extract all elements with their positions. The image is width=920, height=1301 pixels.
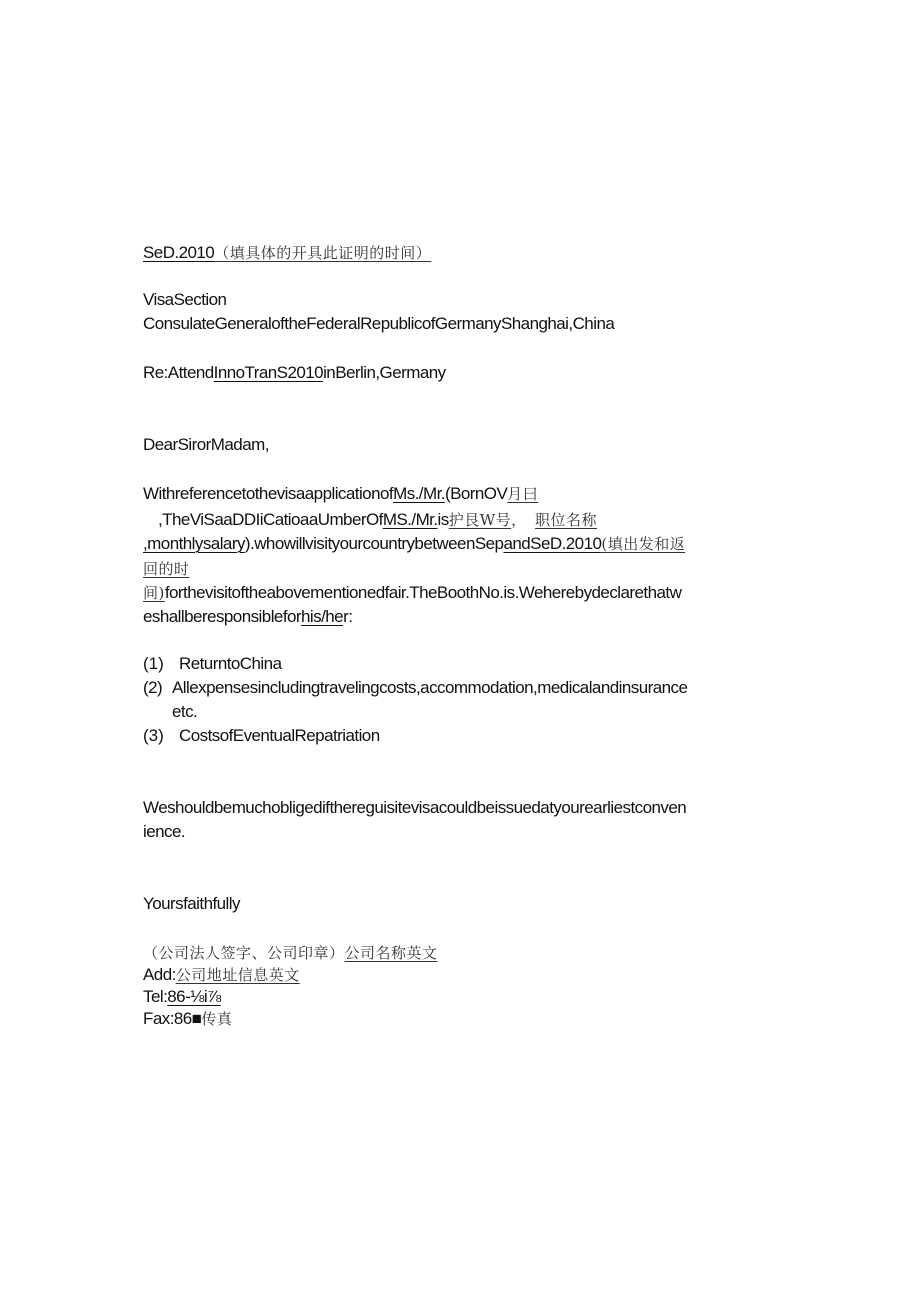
- body-text: ,TheViSaaDDIiCatioaaUmberOf: [158, 510, 383, 529]
- travel-dates: andSeD.2010: [503, 534, 602, 553]
- body-text: is: [437, 510, 449, 529]
- body-text: forthevisitoftheabovementionedfair.TheBoothNo.is.Weherebydeclarethatw: [164, 583, 682, 602]
- address-label: Add:: [143, 965, 176, 984]
- fax-line: [143, 1008, 232, 1030]
- address-value: 公司地址信息英文: [175, 966, 300, 984]
- fax-label: Fax:: [143, 1009, 174, 1028]
- signature-line: [143, 942, 438, 964]
- list-text: Allexpensesincludingtravelingcosts,accommodation,medicalandinsurance: [172, 678, 688, 697]
- fax-note: 传真: [201, 1010, 233, 1028]
- closing-paragraph-line-2: ience.: [143, 822, 186, 841]
- body-line-5: [143, 582, 681, 604]
- monthly-salary-note: ,monthlysalary: [143, 534, 245, 553]
- body-text: ).whowillvisityourcountrybetweenSep: [244, 534, 504, 553]
- body-text: Withreferencetothevisaapplicationof: [143, 484, 394, 503]
- fax-value: 86■: [173, 1009, 202, 1028]
- list-number: (1): [143, 654, 164, 673]
- address-line: [143, 964, 300, 986]
- list-number: (3): [143, 726, 164, 745]
- subject-line: [143, 362, 446, 384]
- list-text: CostsofEventualRepatriation: [179, 726, 380, 745]
- passport-number-note: 护艮W号: [448, 511, 512, 529]
- subject-suffix: inBerlin,Germany: [323, 363, 446, 382]
- comma: ，: [511, 511, 527, 529]
- list-text: ReturntoChina: [179, 654, 282, 673]
- travel-dates-note-cont: 回的时: [143, 560, 190, 578]
- body-line-4: [143, 558, 190, 580]
- travel-dates-note: (填出发和返: [601, 535, 686, 553]
- applicant-title: Ms./Mr.: [393, 484, 445, 503]
- list-item: [143, 653, 281, 675]
- list-item: [143, 677, 687, 699]
- telephone-label: Tel:: [143, 987, 168, 1006]
- company-name-note: 公司名称英文: [344, 944, 438, 962]
- telephone-value: 86-⅛i⅞: [167, 987, 221, 1006]
- subject-prefix: Re:Attend: [143, 363, 214, 382]
- applicant-title: MS./Mr.: [382, 510, 438, 529]
- addressee-line-2: ConsulateGeneraloftheFederalRepublicofGermanyShanghai,China: [143, 314, 615, 333]
- job-title-note: 职位名称: [535, 511, 598, 529]
- travel-dates-note-end: 间): [143, 584, 165, 602]
- body-line-2: [158, 509, 597, 531]
- body-text: r:: [343, 607, 353, 626]
- subject-event: InnoTranS2010: [213, 363, 324, 382]
- birth-date-note: 月曰: [507, 485, 539, 503]
- body-text: (BornOV: [444, 484, 508, 503]
- letter-date: SeD.2010: [143, 243, 215, 262]
- date-line: [143, 242, 431, 264]
- body-line-1: [143, 483, 538, 505]
- closing-paragraph-line-1: Weshouldbemuchobligedifthereguisitevisacouldbeissuedatyourearliestconven: [143, 798, 687, 817]
- pronoun: his/he: [301, 607, 344, 626]
- telephone-line: [143, 986, 221, 1008]
- list-item: [143, 725, 380, 747]
- list-number: (2): [143, 678, 163, 697]
- body-text: eshallberesponsiblefor: [143, 607, 302, 626]
- signature-note: （公司法人签字、公司印章）: [143, 944, 345, 962]
- salutation: DearSirorMadam,: [143, 435, 269, 454]
- body-line-6: [143, 606, 352, 628]
- body-line-3: [143, 533, 685, 555]
- date-note: （填具体的开具此证明的时间）: [214, 244, 432, 262]
- list-item-continuation: etc.: [172, 702, 198, 721]
- signoff: Yoursfaithfully: [143, 894, 240, 913]
- addressee-line-1: VisaSection: [143, 290, 227, 309]
